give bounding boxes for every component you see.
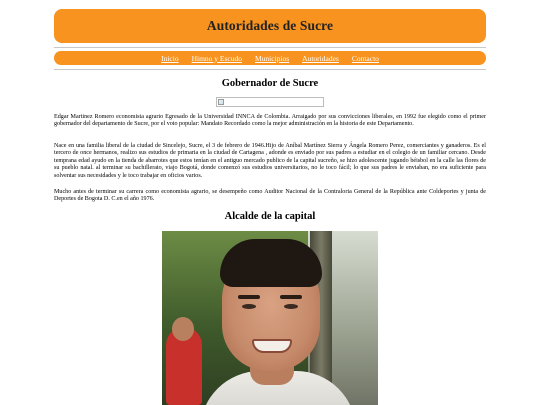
governor-bio-paragraph: Edgar Martinez Romero economista agrario Egresado de la Universidad INNCA de Colombia. Arraigado por sus convicciones liberales, en 1992 fue elegido como el primer gobernador del departamento de Sucre, por el voto popular: Mandato Recordado como la mejor administración en la historia de este Departamento. [54,114,486,128]
divider-top [54,47,486,48]
mayor-heading: Alcalde de la capital [224,211,316,222]
governor-bio-paragraph: Mucho antes de terminar su carrera como economista agrario, se desempeño como Auditor Nacional de la Contraloria General de la República ante Coldeportes y junta de Deportes de Bogota D. C.en el año 1976. [54,189,486,203]
site-title: Autoridades de Sucre [206,18,334,33]
photo-background-person-head [172,317,194,341]
photo-subject-left-eye [242,304,256,309]
photo-subject-smile [252,339,292,353]
governor-heading: Gobernador de Sucre [221,78,319,89]
nav-link-contacto[interactable]: Contacto [351,53,379,63]
nav-link-autoridades[interactable]: Autoridades [302,53,339,63]
governor-photo-broken-image [216,97,324,107]
main-nav [54,51,486,65]
governor-bio-paragraph: Nace en una familia liberal de la ciudad de Sincelejo, Sucre, el 3 de febrero de 1946.Hijo de Aníbal Martínez Sierra y Ángela Romero Perez, comerciantes y ganaderos. Es el tercero de once hermanos, realizo sus estudios de primaria en la ciudad de Cartagena , adonde es enviado por sus padres a estudiar en el colegio de un familiar cercano. Desde temprana edad ayudo en la tienda de abarrotes que estos tenían en el antiguo mercado publico de la capital sucreño, se hizo adolescente jugando béisbol en la calle las flores de su pueblo natal. al terminar su bachillerato, viajo Bogotá, donde comenzó sus estudios universitarios, no le toco fácil; lo que sus padres le enviaban, no era suficiente para solventar sus necesidades y le toco trabajar en oficios varios. [54,143,486,179]
photo-subject-right-brow [280,295,302,299]
photo-subject-left-brow [238,295,260,299]
broken-image-icon [218,99,224,105]
nav-link-municipios[interactable]: Municipios [255,53,290,63]
nav-link-himno-y-escudo[interactable]: Himno y Escudo [191,53,242,63]
nav-link-inicio[interactable]: Inicio [161,53,179,63]
photo-subject-right-eye [284,304,298,309]
divider-bottom [54,69,486,70]
photo-subject-hair [220,239,322,287]
header-banner [54,9,486,43]
mayor-photo [162,231,378,405]
